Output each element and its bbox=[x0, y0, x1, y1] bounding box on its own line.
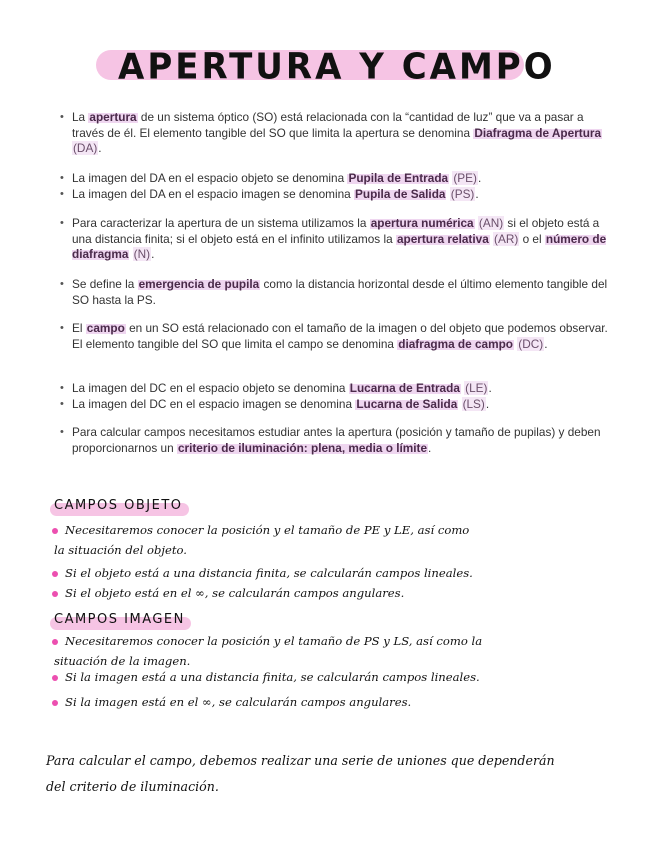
page-title: APERTURA Y CAMPO bbox=[118, 46, 556, 88]
abbreviation: (PE) bbox=[453, 171, 477, 185]
hand-line bbox=[52, 632, 632, 651]
text: situación de la imagen. bbox=[54, 654, 191, 668]
pink-bullet-icon bbox=[52, 639, 58, 645]
list-item bbox=[60, 397, 608, 413]
hand-line bbox=[52, 584, 632, 603]
paragraph-apertura bbox=[60, 110, 608, 157]
term-highlight: apertura bbox=[89, 110, 137, 124]
text: . bbox=[477, 171, 482, 185]
pink-bullet-icon bbox=[52, 528, 58, 534]
text: . bbox=[428, 440, 432, 455]
term-highlight: apertura relativa bbox=[396, 231, 489, 246]
pink-bullet-icon bbox=[52, 591, 58, 597]
text: . bbox=[98, 141, 102, 155]
text: Para caracterizar la apertura de un sistema utilizamos la bbox=[72, 216, 370, 230]
text: . bbox=[488, 381, 492, 395]
text: Para calcular campos necesitamos estudiar antes la apertura (posición y tamaño de pupilas) y deben proporcionarnos un bbox=[72, 425, 601, 455]
paragraph-campo bbox=[60, 321, 608, 352]
list-item bbox=[60, 381, 608, 397]
pink-bullet-icon bbox=[52, 700, 58, 706]
term-highlight: Pupila de Salida bbox=[355, 186, 446, 201]
hand-line bbox=[52, 564, 632, 583]
text: Si la imagen está en el ∞, se calcularán campos angulares. bbox=[65, 695, 412, 709]
term-highlight: diafragma de campo bbox=[398, 336, 513, 351]
text: Si el objeto está en el ∞, se calcularán campos angulares. bbox=[65, 586, 405, 600]
text: en un SO está relacionado con el tamaño de la imagen o del objeto que podemos observar. El elemento tangible del SO que limita el campo se denomina bbox=[72, 321, 608, 351]
abbreviation: (AN) bbox=[478, 216, 504, 230]
text: Necesitaremos conocer la posición y el tamaño de PE y LE, así como bbox=[65, 523, 470, 537]
hand-line bbox=[52, 693, 632, 712]
paragraph-lucarnas bbox=[60, 381, 608, 412]
text: La imagen del DA en el espacio imagen se denomina bbox=[72, 186, 354, 201]
heading-text: CAMPOS OBJETO bbox=[54, 498, 183, 513]
text: o el bbox=[519, 231, 545, 246]
term-highlight: número de diafragma bbox=[72, 231, 607, 261]
pink-bullet-icon bbox=[52, 675, 58, 681]
text: . bbox=[151, 247, 155, 261]
conclusion-line: del criterio de iluminación. bbox=[46, 779, 219, 794]
heading-text: CAMPOS IMAGEN bbox=[54, 612, 185, 627]
text: Si la imagen está a una distancia finita, se calcularán campos lineales. bbox=[65, 670, 480, 684]
list-item bbox=[60, 277, 608, 308]
paragraph-emergencia bbox=[60, 277, 608, 308]
text: . bbox=[475, 186, 479, 201]
text: de un sistema óptico (SO) está relacionada con la “cantidad de luz” que va a pasar a través de él. El elemento tangible del SO que limita la apertura se denomina bbox=[72, 110, 584, 140]
conclusion-line: Para calcular el campo, debemos realizar una serie de uniones que dependerán bbox=[46, 753, 555, 768]
term-highlight: Lucarna de Salida bbox=[356, 396, 458, 411]
text: Si el objeto está a una distancia finita, se calcularán campos lineales. bbox=[65, 566, 473, 580]
list-item bbox=[60, 110, 608, 157]
list-item bbox=[60, 171, 608, 187]
paragraph-pupilas bbox=[60, 171, 608, 202]
term-highlight: criterio de iluminación: plena, media o límite bbox=[177, 440, 428, 455]
list-item bbox=[60, 187, 608, 203]
text: . bbox=[544, 336, 548, 351]
paragraph-criterio bbox=[60, 425, 608, 456]
term-highlight: apertura numérica bbox=[370, 216, 474, 230]
abbreviation: (LS) bbox=[462, 396, 485, 411]
section-heading-campos-imagen bbox=[54, 612, 185, 627]
hand-line bbox=[52, 668, 632, 687]
text: La bbox=[72, 110, 89, 124]
abbreviation: (AR) bbox=[494, 231, 519, 246]
title-block bbox=[96, 44, 556, 90]
abbreviation: (DC) bbox=[518, 336, 544, 351]
term-highlight: emergencia de pupila bbox=[138, 277, 260, 291]
paragraph-apertura-numerica bbox=[60, 216, 608, 263]
abbreviation: (N) bbox=[133, 247, 151, 261]
abbreviation: (LE) bbox=[465, 381, 488, 395]
text: como la distancia horizontal desde el último elemento tangible del SO hasta la PS. bbox=[72, 277, 608, 307]
list-item bbox=[60, 321, 608, 352]
text: El bbox=[72, 321, 86, 335]
list-item bbox=[60, 425, 608, 456]
text: Necesitaremos conocer la posición y el tamaño de PS y LS, así como la bbox=[65, 634, 483, 648]
text: La imagen del DC en el espacio imagen se denomina bbox=[72, 396, 356, 411]
hand-line bbox=[52, 521, 632, 540]
abbreviation: (PS) bbox=[450, 186, 475, 201]
hand-line bbox=[54, 541, 634, 560]
text: La imagen del DC en el espacio objeto se denomina bbox=[72, 381, 349, 395]
term-highlight: campo bbox=[86, 321, 125, 335]
text: . bbox=[485, 396, 490, 411]
section-heading-campos-objeto bbox=[54, 498, 183, 513]
text: La imagen del DA en el espacio objeto se denomina bbox=[72, 171, 348, 185]
abbreviation: (DA) bbox=[73, 141, 98, 155]
text: la situación del objeto. bbox=[54, 543, 187, 557]
text: Se define la bbox=[72, 277, 138, 291]
term-highlight: Lucarna de Entrada bbox=[349, 381, 460, 395]
term-highlight: Diafragma de Apertura bbox=[474, 125, 602, 140]
term-highlight: Pupila de Entrada bbox=[348, 171, 449, 185]
list-item bbox=[60, 216, 608, 263]
pink-bullet-icon bbox=[52, 571, 58, 577]
text: si el objeto está a una distancia finita; si el objeto está en el infinito utilizamos la bbox=[72, 216, 600, 246]
